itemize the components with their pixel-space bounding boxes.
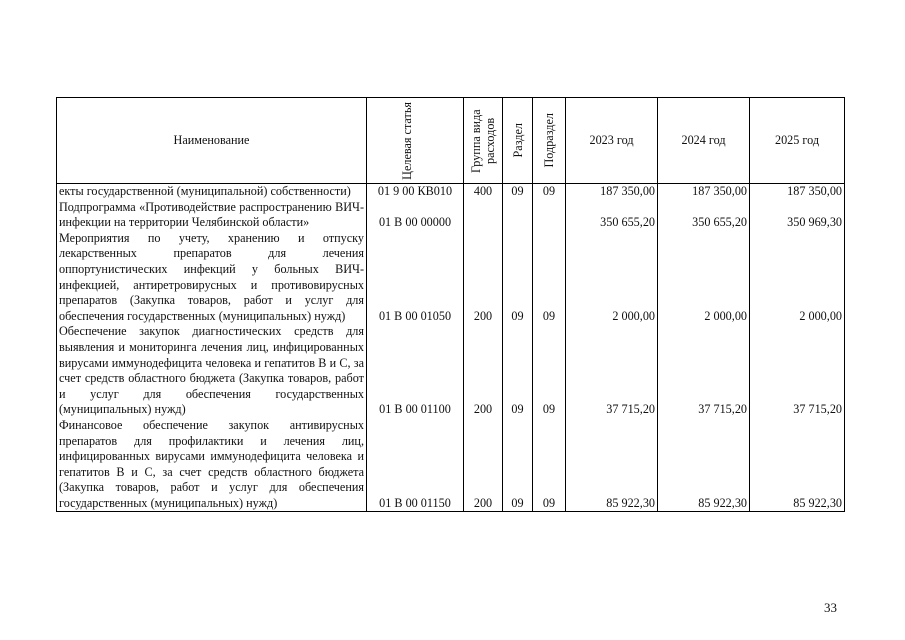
row-name: Финансовое обеспечение закупок антивирусных препаратов для профилактики и лечения лиц, инфицированных вирусами иммунодефицита человека и гепатитов В и С, за счет средств областного бюджета (Закупка товаров, работ и услуг для обеспечения государственных (муниципальных) нужд) xyxy=(57,418,367,512)
row-name: екты государственной (муниципальной) собственности) xyxy=(57,184,367,200)
row-section: 09 xyxy=(503,324,533,418)
row-group: 200 xyxy=(464,418,503,512)
page-number: 33 xyxy=(824,600,837,615)
row-code: 01 В 00 01150 xyxy=(367,418,464,512)
header-2024: 2024 год xyxy=(658,98,750,184)
row-code: 01 В 00 01050 xyxy=(367,231,464,325)
row-2025: 85 922,30 xyxy=(750,418,845,512)
row-group: 200 xyxy=(464,231,503,325)
row-subsection: 09 xyxy=(533,231,566,325)
row-section xyxy=(503,200,533,231)
row-2025: 350 969,30 xyxy=(750,200,845,231)
row-2024: 187 350,00 xyxy=(658,184,750,200)
row-2023: 85 922,30 xyxy=(566,418,658,512)
row-2023: 187 350,00 xyxy=(566,184,658,200)
row-group: 200 xyxy=(464,324,503,418)
row-2024: 350 655,20 xyxy=(658,200,750,231)
header-2023: 2023 год xyxy=(566,98,658,184)
row-code: 01 В 00 01100 xyxy=(367,324,464,418)
row-subsection: 09 xyxy=(533,324,566,418)
budget-table xyxy=(56,97,845,512)
row-group xyxy=(464,200,503,231)
row-name: Мероприятия по учету, хранению и отпуску лекарственных препаратов для лечения оппортунистических инфекций у больных ВИЧ-инфекцией, антиретровирусных и противовирусных препаратов (Закупка товаров, работ и услуг для обеспечения государственных (муниципальных) нужд) xyxy=(57,231,367,325)
table-row xyxy=(57,418,845,512)
row-subsection: 09 xyxy=(533,418,566,512)
row-group: 400 xyxy=(464,184,503,200)
row-2023: 350 655,20 xyxy=(566,200,658,231)
row-2025: 2 000,00 xyxy=(750,231,845,325)
row-section: 09 xyxy=(503,184,533,200)
table-row xyxy=(57,184,845,200)
row-2025: 37 715,20 xyxy=(750,324,845,418)
header-expense-group: Группа вида расходов xyxy=(464,98,503,184)
row-2024: 85 922,30 xyxy=(658,418,750,512)
row-2024: 2 000,00 xyxy=(658,231,750,325)
row-2025: 187 350,00 xyxy=(750,184,845,200)
table-row xyxy=(57,200,845,231)
row-subsection xyxy=(533,200,566,231)
header-row xyxy=(57,98,845,184)
row-2024: 37 715,20 xyxy=(658,324,750,418)
row-name: Обеспечение закупок диагностических средств для выявления и мониторинга лечения лиц, инфицированных вирусами иммунодефицита человека и гепатитов В и С, за счет средств областного бюджета (Закупка товаров, работ и услуг для обеспечения государственных (муниципальных) нужд) xyxy=(57,324,367,418)
row-code: 01 9 00 КВ010 xyxy=(367,184,464,200)
row-name: Подпрограмма «Противодействие распространению ВИЧ-инфекции на территории Челябинской области» xyxy=(57,200,367,231)
row-subsection: 09 xyxy=(533,184,566,200)
header-subsection: Подраздел xyxy=(533,98,566,184)
header-name: Наименование xyxy=(57,98,367,184)
header-section: Раздел xyxy=(503,98,533,184)
row-2023: 37 715,20 xyxy=(566,324,658,418)
row-code: 01 В 00 00000 xyxy=(367,200,464,231)
header-2025: 2025 год xyxy=(750,98,845,184)
header-target-article: Целевая статья xyxy=(367,98,464,184)
row-section: 09 xyxy=(503,231,533,325)
table-row xyxy=(57,324,845,418)
row-2023: 2 000,00 xyxy=(566,231,658,325)
row-section: 09 xyxy=(503,418,533,512)
table-row xyxy=(57,231,845,325)
